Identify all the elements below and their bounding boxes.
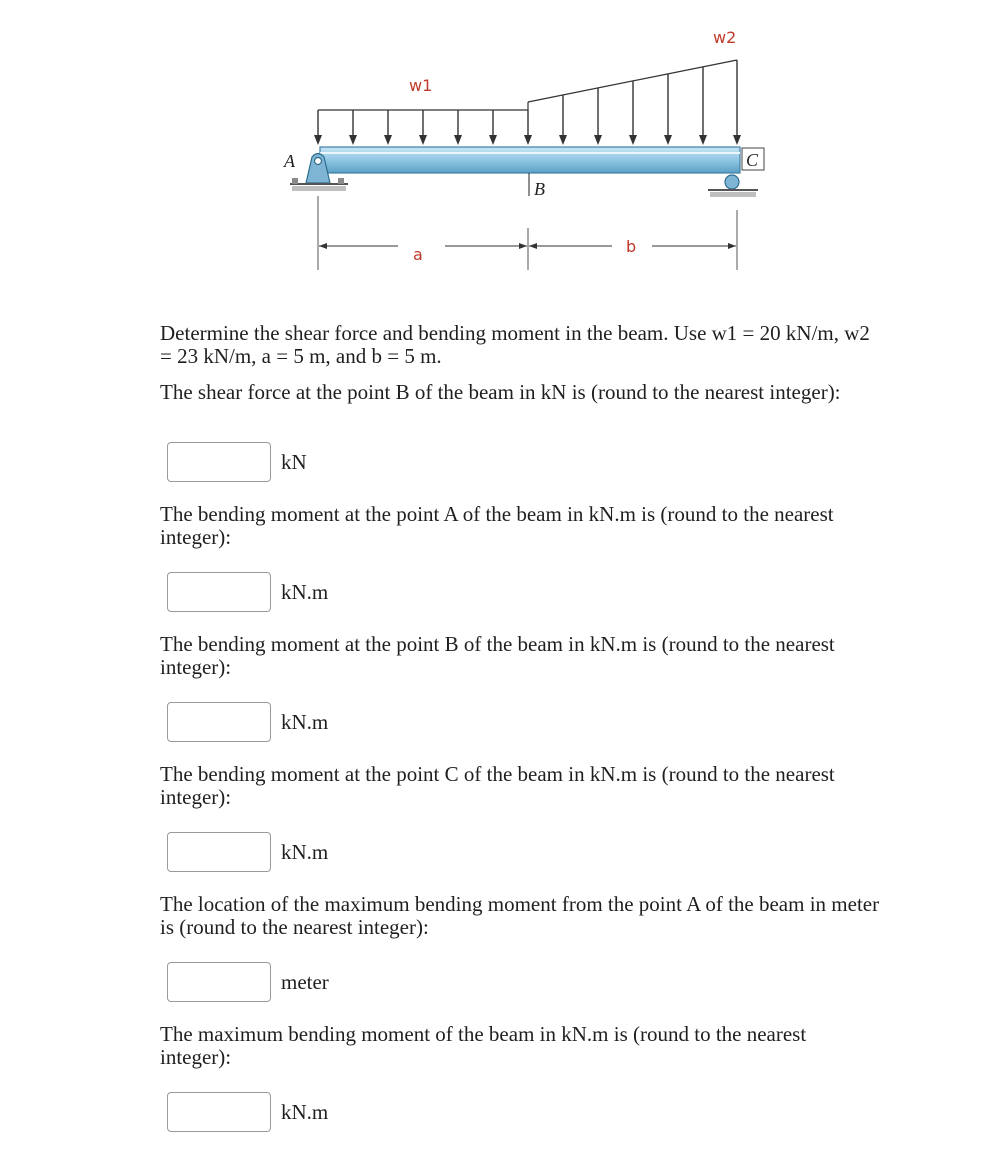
answer-row-6 bbox=[167, 1090, 328, 1134]
dimension-lines bbox=[318, 196, 737, 270]
answer-row-3 bbox=[167, 700, 328, 744]
load-arrow-head bbox=[699, 135, 707, 145]
load-arrow-head bbox=[559, 135, 567, 145]
answer-input-max-moment[interactable] bbox=[167, 1092, 271, 1132]
answer-input-moment-c[interactable] bbox=[167, 832, 271, 872]
load-arrow-head bbox=[664, 135, 672, 145]
load-arrow-head bbox=[524, 135, 532, 145]
answer-input-max-location[interactable] bbox=[167, 962, 271, 1002]
question-1-prompt: The shear force at the point B of the beam in kN is (round to the nearest integer): bbox=[160, 380, 841, 404]
beam-diagram bbox=[0, 0, 1006, 290]
label-w2: w2 bbox=[713, 28, 737, 47]
label-dim-b: b bbox=[626, 237, 637, 256]
load-arrow-head bbox=[489, 135, 497, 145]
beam bbox=[320, 147, 740, 173]
question-5-prompt: The location of the maximum bending moment from the point A of the beam in meter is (round to the nearest integer): bbox=[160, 892, 880, 939]
question-6-prompt: The maximum bending moment of the beam in kN.m is (round to the nearest integer): bbox=[160, 1022, 807, 1069]
question-4-prompt: The bending moment at the point C of the beam in kN.m is (round to the nearest integer): bbox=[160, 762, 835, 809]
load-arrow-head bbox=[384, 135, 392, 145]
load-arrow-head bbox=[594, 135, 602, 145]
label-point-a: A bbox=[284, 151, 295, 171]
unit-label: kN.m bbox=[281, 1099, 329, 1124]
answer-row-2 bbox=[167, 570, 328, 614]
label-w1: w1 bbox=[409, 76, 433, 95]
answer-input-moment-a[interactable] bbox=[167, 572, 271, 612]
answer-input-moment-b[interactable] bbox=[167, 702, 271, 742]
label-point-b: B bbox=[534, 179, 545, 199]
load-arrow-head bbox=[629, 135, 637, 145]
unit-label: kN.m bbox=[281, 839, 329, 864]
unit-label: kN bbox=[281, 449, 307, 474]
problem-statement: Determine the shear force and bending moment in the beam. Use w1 = 20 kN/m, w2 = 23 kN/m, a = 5 m, and b = 5 m. bbox=[160, 321, 870, 368]
question-2-prompt: The bending moment at the point A of the beam in kN.m is (round to the nearest integer): bbox=[160, 502, 834, 549]
roller-support-c bbox=[708, 175, 758, 197]
answer-input-shear-b[interactable] bbox=[167, 442, 271, 482]
label-dim-a: a bbox=[413, 245, 423, 264]
load-arrow-head bbox=[454, 135, 462, 145]
load-arrow-head bbox=[349, 135, 357, 145]
unit-label: kN.m bbox=[281, 709, 329, 734]
question-3-prompt: The bending moment at the point B of the beam in kN.m is (round to the nearest integer): bbox=[160, 632, 835, 679]
unit-label: meter bbox=[281, 969, 329, 994]
answer-row-4 bbox=[167, 830, 328, 874]
load-arrow-head bbox=[314, 135, 322, 145]
load-arrow-head bbox=[419, 135, 427, 145]
answer-row-5 bbox=[167, 960, 329, 1004]
load-arrow-head bbox=[733, 135, 741, 145]
load-envelope bbox=[318, 60, 737, 110]
label-point-c: C bbox=[746, 150, 759, 170]
unit-label: kN.m bbox=[281, 579, 329, 604]
answer-row-1 bbox=[167, 440, 307, 484]
